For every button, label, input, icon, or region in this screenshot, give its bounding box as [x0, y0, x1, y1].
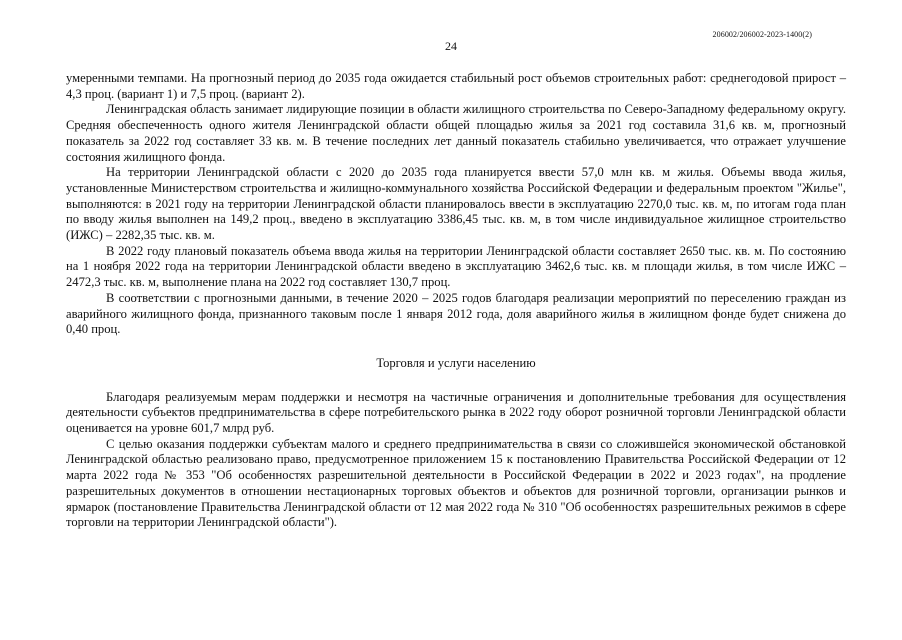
paragraph: В 2022 году плановый показатель объема ввода жилья на территории Ленинградской области составляет 2650 тыс. кв. м. По состоянию на 1 ноября 2022 года на территории Ленинградской области введено в эксплуатацию 3462,6 тыс. кв. м площади жилья, в том числе ИЖС – 2472,3 тыс. кв. м, выполнение плана на 2022 год составляет 130,7 проц. — [66, 243, 846, 290]
paragraph: Ленинградская область занимает лидирующие позиции в области жилищного строительства по Северо-Западному федеральному округу. Средняя обеспеченность одного жителя Ленинградской области общей площадью жилья за 2021 год составила 31,6 кв. м, прогнозный показатель за 2022 год составляет 33 кв. м. В течение последних лет данный показатель стабильно увеличивается, что отражает улучшение состояния жилищного фонда. — [66, 102, 846, 164]
paragraph: В соответствии с прогнозными данными, в течение 2020 – 2025 годов благодаря реализации мероприятий по переселению граждан из аварийного жилищного фонда, признанного таковым после 1 января 2012 года, доля аварийного жилья в жилищном фонде будет снижена до 0,40 проц. — [66, 290, 846, 337]
paragraph: Благодаря реализуемым мерам поддержки и несмотря на частичные ограничения и дополнительные требования для осуществления деятельности субъектов предпринимательства в сфере потребительского рынка в 2022 году оборот розничной торговли Ленинградской области оценивается на уровне 601,7 млрд руб. — [66, 389, 846, 436]
paragraph: умеренными темпами. На прогнозный период до 2035 года ожидается стабильный рост объемов строительных работ: среднегодовой прирост – 4,3 проц. (вариант 1) и 7,5 проц. (вариант 2). — [66, 71, 846, 101]
paragraph-group-housing — [66, 71, 846, 338]
document-id: 206002/206002-2023-1400(2) — [712, 30, 812, 39]
page-number: 24 — [445, 39, 457, 53]
section-heading: Торговля и услуги населению — [376, 355, 536, 370]
document-body — [66, 71, 846, 531]
paragraph: С целью оказания поддержки субъектам малого и среднего предпринимательства в связи со сложившейся экономической обстановкой Ленинградской областью реализовано право, предусмотренное приложением 15 к постановлению Правительства Российской Федерации от 12 марта 2022 года № 353 "Об особенностях разрешительной деятельности в Российской Федерации в 2022 и 2023 годах", на продление разрешительных документов в отношении нестационарных торговых объектов и объектов для розничной торговли, организации рынков и ярмарок (постановление Правительства Ленинградской области от 12 мая 2022 года № 310 "Об особенностях разрешительных режимов в сфере торговли на территории Ленинградской области"). — [66, 436, 846, 530]
paragraph-group-trade — [66, 390, 846, 531]
paragraph: На территории Ленинградской области с 2020 до 2035 года планируется ввести 57,0 млн кв. м жилья. Объемы ввода жилья, установленные Министерством строительства и жилищно-коммунального хозяйства Российской Федерации и федеральным проектом "Жилье", выполняются: в 2021 году на территории Ленинградской области планировалось ввести в эксплуатацию 2270,0 тыс. кв. м, по итогам года план по вводу жилья выполнен на 149,2 проц., введено в эксплуатацию 3386,45 тыс. кв. м, в том числе индивидуальное жилищное строительство (ИЖС) – 2282,35 тыс. кв. м. — [66, 165, 846, 243]
